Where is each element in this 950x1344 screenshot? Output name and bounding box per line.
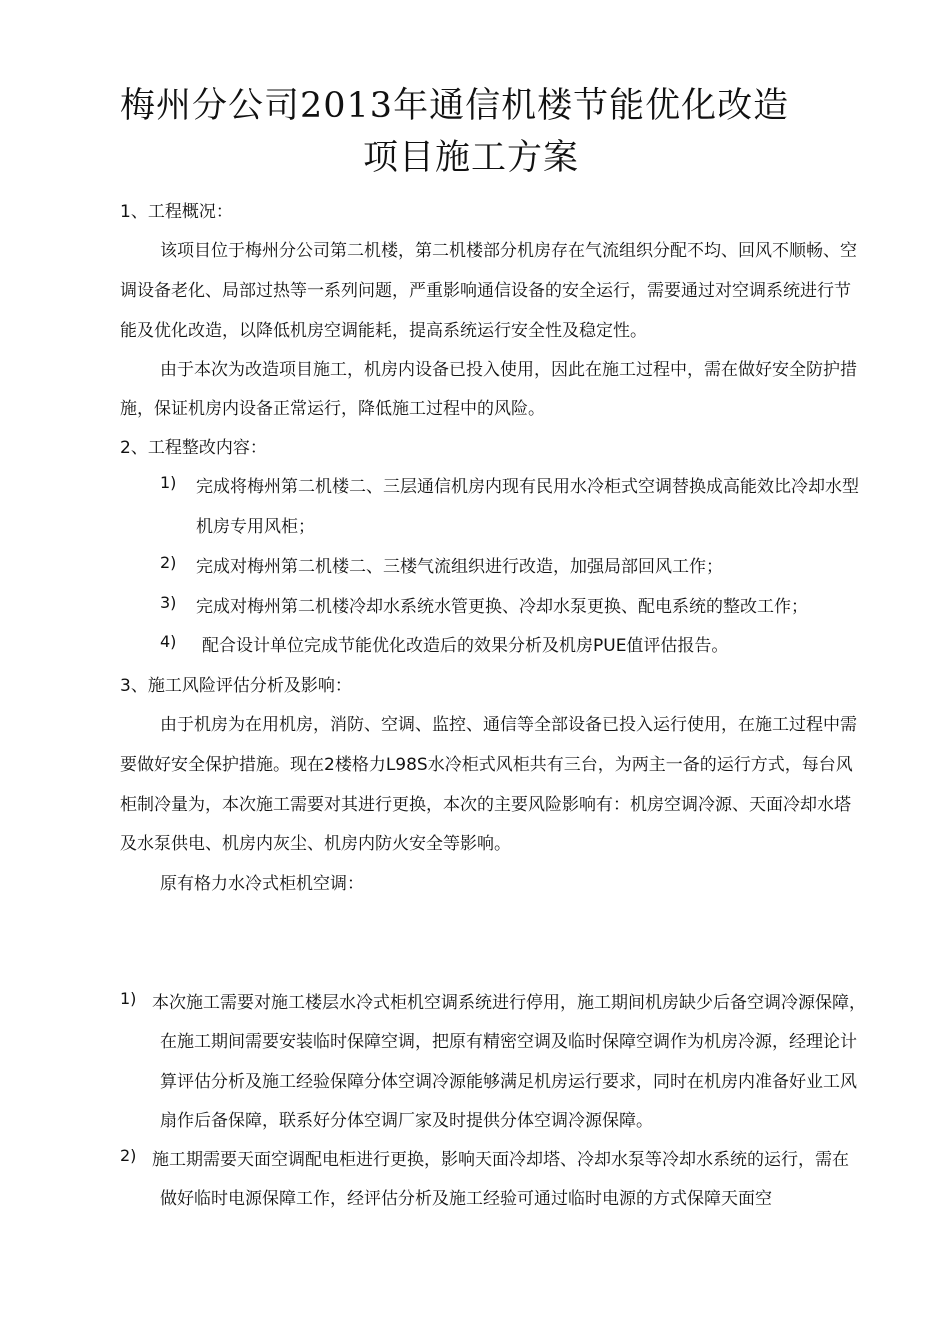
section-3-paragraph-2: 原有格力水冷式柜机空调： xyxy=(160,874,364,894)
list-item-text: 完成将梅州第二机楼二、三层通信机房内现有民用水冷柜式空调替换成高能效比冷却水型 xyxy=(196,477,859,497)
list-item-text: 在施工期间需要安装临时保障空调，把原有精密空调及临时保障空调作为机房冷源，经理论计 xyxy=(160,1032,857,1052)
section-1-paragraph-1-line: 调设备老化、局部过热等一系列问题，严重影响通信设备的安全运行，需要通过对空调系统进行节 xyxy=(120,281,851,301)
list-item-text: 施工期需要天面空调配电柜进行更换，影响天面冷却塔、冷却水泵等冷却水系统的运行，需在 xyxy=(152,1150,849,1170)
section-1-paragraph-1-line: 该项目位于梅州分公司第二机楼，第二机楼部分机房存在气流组织分配不均、回风不顺畅、空 xyxy=(160,241,857,261)
list-item-text: 机房专用风柜； xyxy=(196,517,315,537)
section-1-heading: 1、工程概况： xyxy=(120,202,233,222)
list-item-text: 做好临时电源保障工作，经评估分析及施工经验可通过临时电源的方式保障天面空 xyxy=(160,1189,772,1209)
list-item-text: 配合设计单位完成节能优化改造后的效果分析及机房PUE值评估报告。 xyxy=(202,636,729,656)
section-3-paragraph-1-line: 由于机房为在用机房，消防、空调、监控、通信等全部设备已投入运行使用，在施工过程中需 xyxy=(160,715,857,735)
section-3-paragraph-1-line: 要做好安全保护措施。现在2楼格力L98S水冷柜式风柜共有三台，为两主一备的运行方式，每台风 xyxy=(120,755,853,775)
section-3-heading: 3、施工风险评估分析及影响： xyxy=(120,676,352,696)
list-item-text: 扇作后备保障，联系好分体空调厂家及时提供分体空调冷源保障。 xyxy=(160,1111,653,1131)
list-item-number: 1) xyxy=(120,989,137,1008)
list-item-number: 4) xyxy=(160,632,177,651)
list-item-text: 本次施工需要对施工楼层水冷式柜机空调系统进行停用，施工期间机房缺少后备空调冷源保障， xyxy=(152,993,866,1013)
section-1-paragraph-2-line: 施，保证机房内设备正常运行，降低施工过程中的风险。 xyxy=(120,399,545,419)
list-item-text: 算评估分析及施工经验保障分体空调冷源能够满足机房运行要求，同时在机房内准备好业工风 xyxy=(160,1072,857,1092)
section-1-paragraph-1-line: 能及优化改造，以降低机房空调能耗，提高系统运行安全性及稳定性。 xyxy=(120,321,647,341)
list-item-number: 1) xyxy=(160,473,177,492)
section-2-heading: 2、工程整改内容： xyxy=(120,438,267,458)
document-title-line1: 梅州分公司2013年通信机楼节能优化改造 xyxy=(120,86,790,126)
list-item-text: 完成对梅州第二机楼二、三楼气流组织进行改造，加强局部回风工作； xyxy=(196,557,723,577)
list-item-text: 完成对梅州第二机楼冷却水系统水管更换、冷却水泵更换、配电系统的整改工作； xyxy=(196,597,808,617)
list-item-number: 2) xyxy=(120,1146,137,1165)
list-item-number: 3) xyxy=(160,593,177,612)
section-3-paragraph-1-line: 及水泵供电、机房内灰尘、机房内防火安全等影响。 xyxy=(120,834,511,854)
section-3-paragraph-1-line: 柜制冷量为，本次施工需要对其进行更换，本次的主要风险影响有：机房空调冷源、天面冷却水塔 xyxy=(120,795,851,815)
section-1-paragraph-2-line: 由于本次为改造项目施工，机房内设备已投入使用，因此在施工过程中，需在做好安全防护措 xyxy=(160,360,857,380)
list-item-number: 2) xyxy=(160,553,177,572)
document-title-line2: 项目施工方案 xyxy=(363,138,580,178)
